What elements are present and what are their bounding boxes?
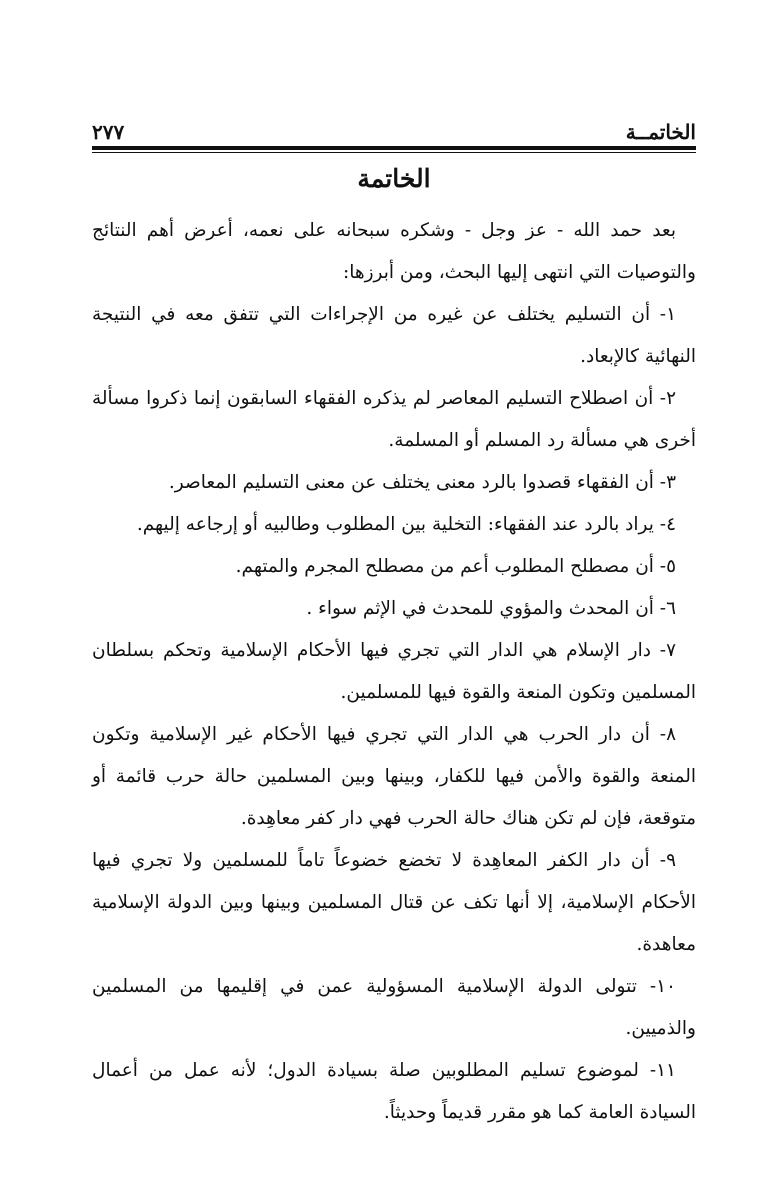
running-header — [92, 108, 696, 144]
header-rule-thin — [92, 152, 696, 153]
page-number: ٢٧٧ — [92, 120, 125, 144]
intro-paragraph: بعد حمد الله - عز وجل - وشكره سبحانه على نعمه، أعرض أهم النتائج والتوصيات التي انتهى إليها البحث، ومن أبرزها: — [92, 220, 696, 283]
book-page — [92, 0, 696, 1198]
result-item-5: ٥- أن مصطلح المطلوب أعم من مصطلح المجرم والمتهم. — [235, 556, 676, 577]
result-item-1: ١- أن التسليم يختلف عن غيره من الإجراءات التي تتفق معه في النتيجة النهائية كالإبعاد. — [92, 304, 696, 367]
chapter-title: الخاتمة — [357, 164, 431, 193]
body-text — [92, 210, 696, 1134]
result-item-7: ٧- دار الإسلام هي الدار التي تجري فيها الأحكام الإسلامية وتحكم بسلطان المسلمين وتكون المنعة والقوة فيها للمسلمين. — [92, 640, 696, 703]
result-item-9: ٩- أن دار الكفر المعاهِدة لا تخضع خضوعاً تاماً للمسلمين ولا تجري فيها الأحكام الإسلامية، إلا أنها تكف عن قتال المسلمين وبينها وبين الدولة الإسلامية معاهدة. — [92, 850, 696, 955]
result-item-4: ٤- يراد بالرد عند الفقهاء: التخلية بين المطلوب وطالبيه أو إرجاعه إليهم. — [136, 514, 676, 535]
result-item-8: ٨- أن دار الحرب هي الدار التي تجري فيها الأحكام غير الإسلامية وتكون المنعة والقوة والأمن فيها للكفار، وبينها وبين المسلمين حالة حرب قائمة أو متوقعة، فإن لم تكن هناك حالة الحرب فهي دار كفر معاهِدة. — [92, 724, 696, 829]
result-item-2: ٢- أن اصطلاح التسليم المعاصر لم يذكره الفقهاء السابقون إنما ذكروا مسألة أخرى هي مسألة رد المسلم أو المسلمة. — [92, 388, 696, 451]
header-rule-thick — [92, 146, 696, 150]
result-item-3: ٣- أن الفقهاء قصدوا بالرد معنى يختلف عن معنى التسليم المعاصر. — [168, 472, 676, 493]
result-item-10: ١٠- تتولى الدولة الإسلامية المسؤولية عمن في إقليمها من المسلمين والذميين. — [92, 976, 696, 1039]
running-title: الخاتمــة — [625, 120, 696, 144]
result-item-6: ٦- أن المحدث والمؤوي للمحدث في الإثم سواء . — [306, 598, 676, 619]
result-item-11: ١١- لموضوع تسليم المطلوبين صلة بسيادة الدول؛ لأنه عمل من أعمال السيادة العامة كما هو مقرر قديماً وحديثاً. — [92, 1060, 696, 1123]
